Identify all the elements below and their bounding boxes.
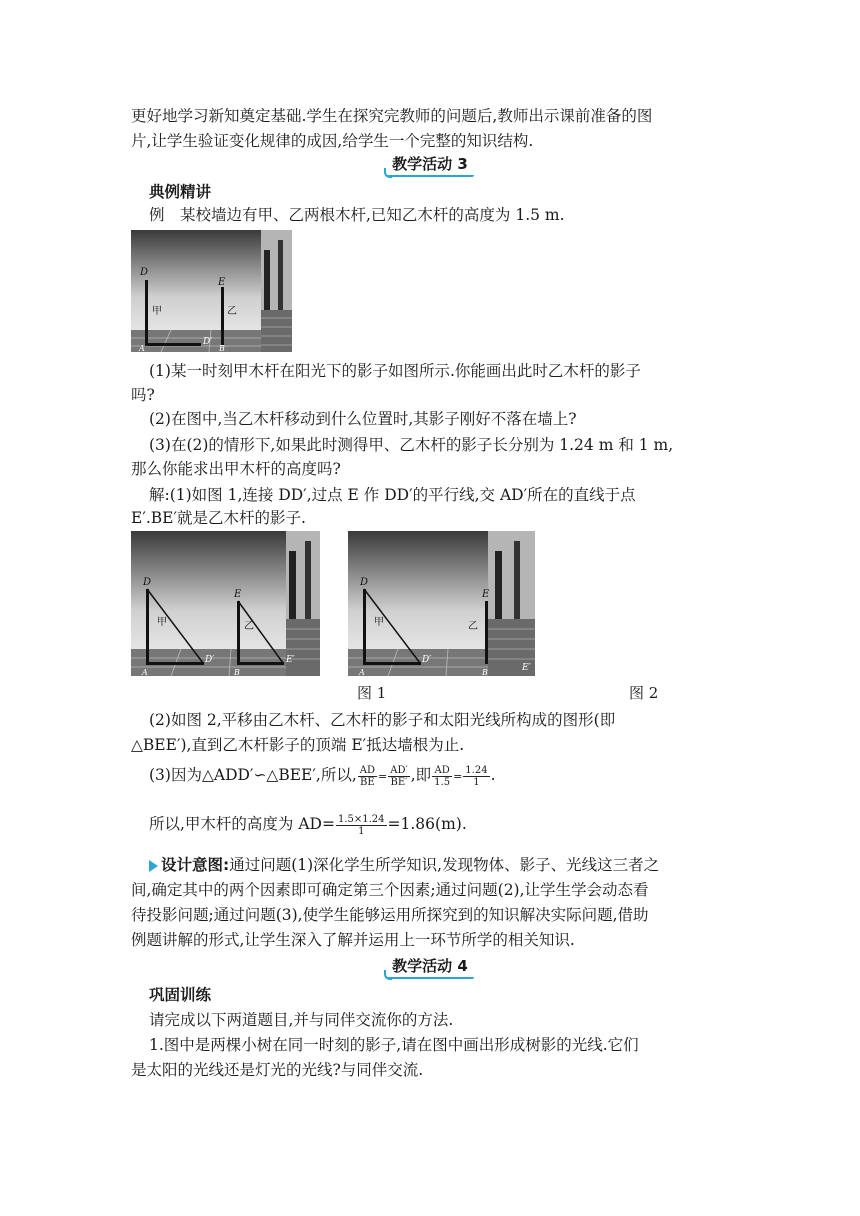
fraction-1-24-over-1: $\frac{1.24}{1}$ [465,764,488,788]
fraction-adp-over-bep: $\frac{AD'}{BE'}$ [390,764,408,788]
label-yi: 乙 [227,306,237,317]
figure-1 [131,531,320,676]
fraction-height-calc: $\frac{1.5\times 1.24}{1}$ [337,813,385,837]
fig2-label-jia: 甲 [374,617,384,628]
section-title-examples: 典例精讲 [149,183,212,201]
fig1-label-B: B [234,668,240,676]
fig1-label-Dprime: D′ [205,655,215,665]
caption-figure-2: 图 2 [629,684,659,702]
activity-3-heading: 教学活动 3 [384,153,476,179]
solution-4-result: =1.86(m). [387,815,467,833]
label-B: B [219,344,225,352]
solution-2b: △BEE′),直到乙木杆影子的顶端 E′抵达墙根为止. [131,736,465,754]
solution-1b: E′.BE′就是乙木杆的影子. [131,509,306,527]
practice-intro: 请完成以下两道题目,并与同伴交流你的方法. [149,1011,454,1029]
fig2-label-Eprime: E′ [522,663,531,673]
solution-3: (3)因为△ADD′∽△BEE′,所以, $\frac{AD}{BE}$ = $\frac{AD'}{BE'}$ ,即 $\frac{AD}{1.5}$ = $\frac{1.24}{1}$ . [149,764,496,788]
fig1-label-D: D [143,577,152,588]
label-A: A [139,344,145,352]
solution-2a: (2)如图 2,平移由乙木杆、乙木杆的影子和太阳光线所构成的图形(即 [149,711,616,729]
fig1-label-E: E [234,589,242,600]
label-D: D [140,267,149,278]
question-3b: 那么你能求出甲木杆的高度吗? [131,460,341,478]
triangle-bullet-icon [149,860,158,872]
fraction-ad-over-1-5: $\frac{AD}{1.5}$ [434,764,451,788]
fig1-label-yi: 乙 [244,621,254,632]
fig2-label-Dprime: D′ [422,655,432,665]
figure-2 [348,531,535,676]
fraction-ad-over-be: $\frac{AD}{BE}$ [359,764,375,788]
design-intent-line-2: 间,确定其中的两个因素即可确定第三个因素;通过问题(2),让学生学会动态看 [131,881,649,899]
fig2-label-D: D [360,577,369,588]
solution-4-prefix: 所以,甲木杆的高度为 AD= [149,815,335,833]
solution-3-prefix: (3)因为△ADD′∽△BEE′,所以, [149,766,357,784]
practice-1b: 是太阳的光线还是灯光的光线?与同伴交流. [131,1061,424,1079]
solution-4 [149,809,749,839]
design-intent-line-4: 例题讲解的形式,让学生深入了解并运用上一环节所学的相关知识. [131,931,575,949]
design-intent-line-3: 待投影问题;通过问题(3),使学生能够运用所探究到的知识解决实际问题,借助 [131,906,649,924]
question-2: (2)在图中,当乙木杆移动到什么位置时,其影子刚好不落在墙上? [149,410,577,428]
label-jia: 甲 [152,306,162,317]
question-1a: (1)某一时刻甲木杆在阳光下的影子如图所示.你能画出此时乙木杆的影子 [149,362,641,380]
design-intent-label: 设计意图: [161,856,230,874]
design-intent-line-1: 设计意图:通过问题(1)深化学生所学知识,发现物体、影子、光线这三者之 [149,853,749,877]
label-E: E [218,277,226,288]
fig2-label-E: E [482,589,490,600]
section-title-practice: 巩固训练 [149,986,212,1004]
fig1-label-jia: 甲 [157,617,167,628]
solution-1a: 解:(1)如图 1,连接 DD′,过点 E 作 DD′的平行线,交 AD′所在的直线于点 [149,486,636,504]
scene-figure [131,230,292,352]
intro-line-2: 片,让学生验证变化规律的成因,给学生一个完整的知识结构. [131,132,534,150]
caption-figure-1: 图 1 [357,684,387,702]
fig1-label-Eprime: E′ [286,655,295,665]
question-3a: (3)在(2)的情形下,如果此时测得甲、乙木杆的影子长分别为 1.24 m 和 1 m, [149,436,674,454]
label-Dprime: D′ [203,337,213,347]
question-1b: 吗? [131,386,155,404]
intro-line-1: 更好地学习新知奠定基础.学生在探究完教师的问题后,教师出示课前准备的图 [131,107,653,125]
fig2-label-A: A [359,668,365,676]
fig2-label-B: B [482,668,488,676]
fig2-label-yi: 乙 [468,621,478,632]
activity-4-heading: 教学活动 4 [384,955,476,981]
practice-1a: 1.图中是两棵小树在同一时刻的影子,请在图中画出形成树影的光线.它们 [149,1036,639,1054]
example-statement: 例 某校墙边有甲、乙两根木杆,已知乙木杆的高度为 1.5 m. [149,206,565,224]
fig1-label-A: A [142,668,148,676]
